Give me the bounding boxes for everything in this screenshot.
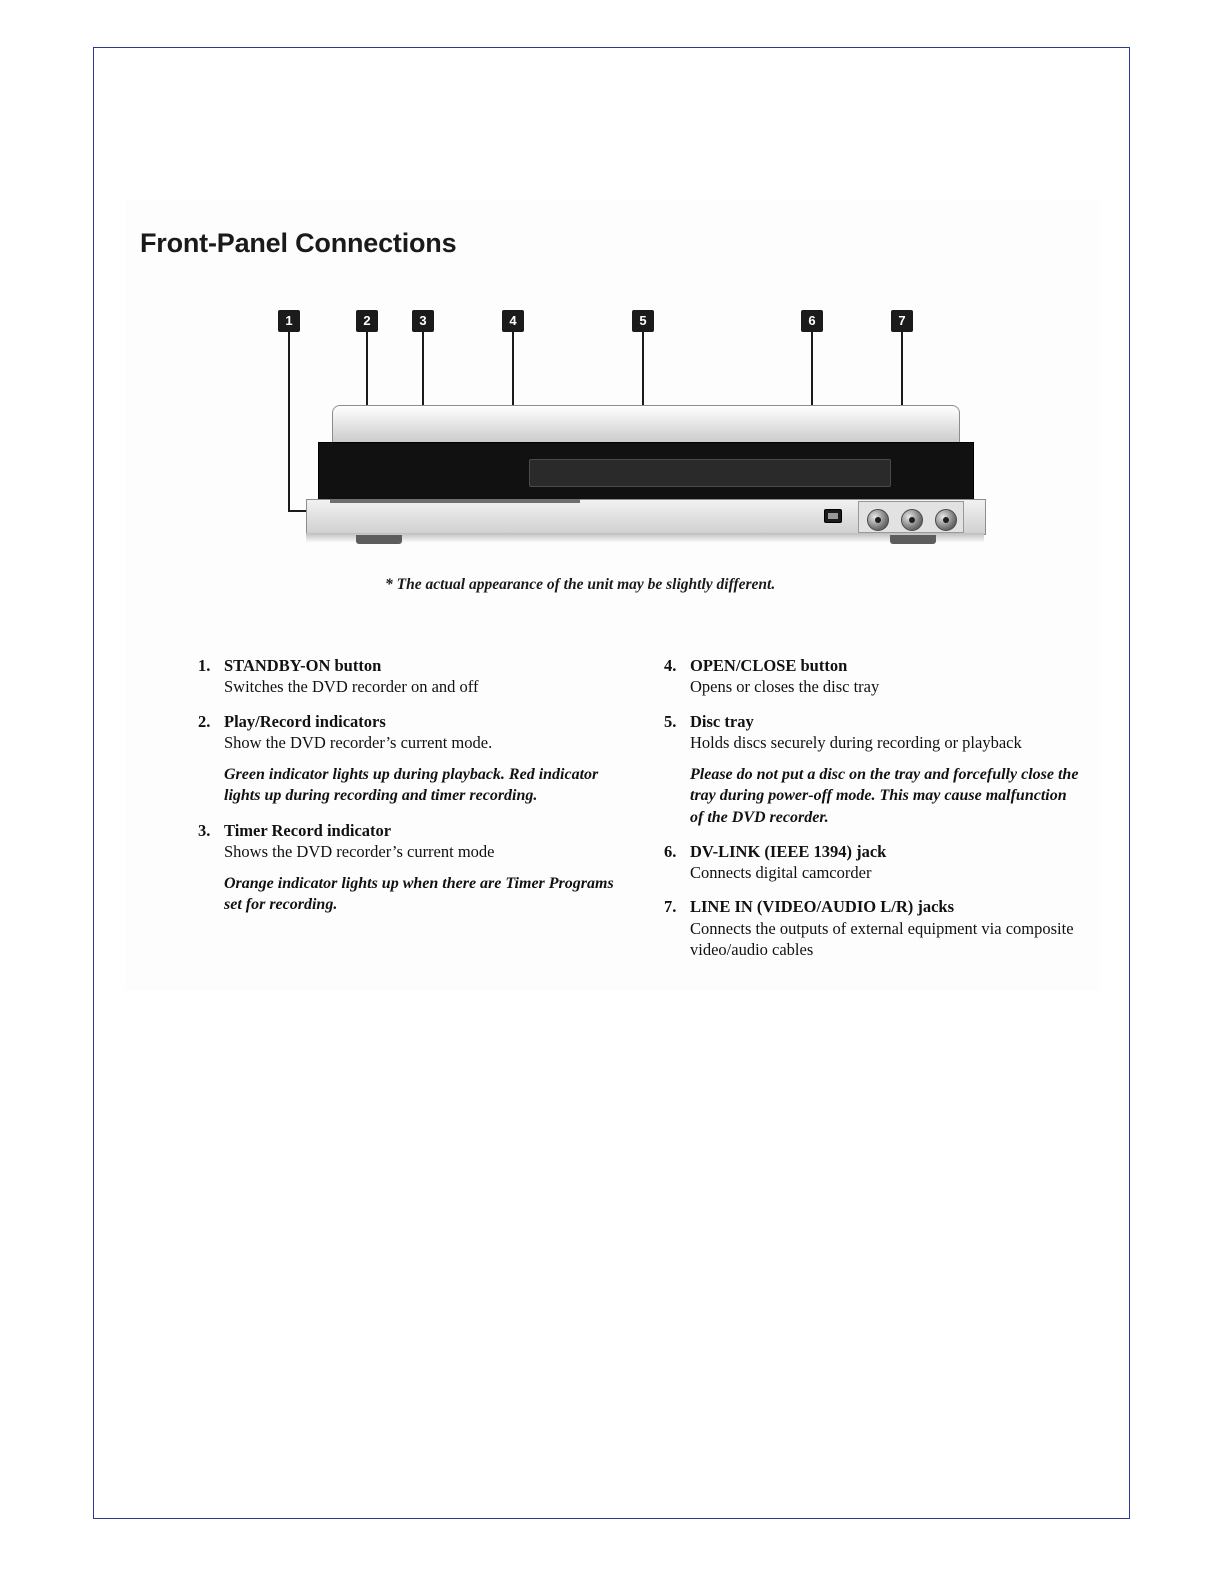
dv-link-jack bbox=[824, 509, 842, 523]
legend-item-5-description: Holds discs securely during recording or playback bbox=[690, 732, 1022, 752]
legend-item-6-description: Connects digital camcorder bbox=[690, 863, 872, 882]
legend-item-7-description: Connects the outputs of external equipment via composite video/audio cables bbox=[690, 918, 1074, 959]
legend-item-6 bbox=[664, 841, 1082, 884]
legend-item-1-title: STANDBY-ON button bbox=[224, 656, 382, 675]
dvd-recorder-illustration bbox=[300, 405, 990, 555]
callout-badge-7: 7 bbox=[891, 310, 913, 332]
unit-front-face bbox=[318, 442, 974, 502]
rca-audio-right-jack bbox=[935, 509, 957, 531]
leader-line-1 bbox=[288, 332, 290, 510]
callout-badge-4: 4 bbox=[502, 310, 524, 332]
line-in-jack-panel bbox=[858, 501, 964, 533]
legend-item-4-description: Opens or closes the disc tray bbox=[690, 677, 880, 697]
rca-audio-left-jack bbox=[901, 509, 923, 531]
legend-item-6-number: 6. bbox=[664, 841, 677, 861]
legend-column-left bbox=[198, 655, 616, 973]
callout-badge-5: 5 bbox=[632, 310, 654, 332]
diagram-caption: * The actual appearance of the unit may be slightly different. bbox=[385, 576, 776, 593]
legend-column-right bbox=[664, 655, 1082, 973]
legend-item-5-title: Disc tray bbox=[690, 711, 754, 731]
legend-item-3-description: Shows the DVD recorder’s current mode bbox=[224, 841, 495, 861]
callout-badge-1: 1 bbox=[278, 310, 300, 332]
rca-video-jack bbox=[867, 509, 889, 531]
unit-top-cover bbox=[332, 405, 960, 444]
unit-foot-right bbox=[890, 535, 936, 544]
legend-item-2 bbox=[198, 711, 616, 807]
legend-item-1-number: 1. bbox=[198, 656, 211, 675]
legend-item-5-note: Please do not put a disc on the tray and forcefully close the tray during power-off mode. This may cause malfunction of the DVD recorder. bbox=[690, 766, 1079, 826]
legend-item-4 bbox=[664, 655, 1082, 698]
legend-item-6-title: DV-LINK (IEEE 1394) jack bbox=[690, 841, 887, 861]
legend-item-5-number: 5. bbox=[664, 711, 677, 731]
legend-item-5 bbox=[664, 711, 1082, 828]
front-panel-diagram bbox=[250, 300, 1010, 600]
legend-item-4-number: 4. bbox=[664, 656, 677, 675]
legend-item-7 bbox=[664, 896, 1082, 960]
legend-item-3 bbox=[198, 820, 616, 916]
callout-badge-6: 6 bbox=[801, 310, 823, 332]
legend-item-7-number: 7. bbox=[664, 897, 677, 917]
legend-item-2-note: Green indicator lights up during playback. Red indicator lights up during recording and timer recording. bbox=[224, 766, 599, 805]
legend-item-3-number: 3. bbox=[198, 820, 211, 840]
callout-badge-2: 2 bbox=[356, 310, 378, 332]
legend-item-2-title: Play/Record indicators bbox=[224, 711, 386, 731]
legend-item-1-description: Switches the DVD recorder on and off bbox=[224, 677, 479, 697]
page-title: Front-Panel Connections bbox=[140, 228, 457, 258]
legend-item-3-title: Timer Record indicator bbox=[224, 820, 392, 840]
unit-foot-left bbox=[356, 535, 402, 544]
legend-item-4-title: OPEN/CLOSE button bbox=[690, 656, 848, 675]
legend-item-3-note: Orange indicator lights up when there are Timer Programs set for recording. bbox=[224, 875, 614, 914]
legend-item-7-title: LINE IN (VIDEO/AUDIO L/R) jacks bbox=[690, 897, 955, 917]
legend-list bbox=[198, 655, 1098, 973]
legend-item-2-description: Show the DVD recorder’s current mode. bbox=[224, 732, 493, 752]
disc-tray-slot bbox=[529, 459, 891, 487]
legend-item-1 bbox=[198, 655, 616, 698]
callout-badge-3: 3 bbox=[412, 310, 434, 332]
legend-item-2-number: 2. bbox=[198, 711, 211, 731]
front-button-strip bbox=[330, 499, 580, 503]
unit-shadow bbox=[306, 533, 984, 543]
